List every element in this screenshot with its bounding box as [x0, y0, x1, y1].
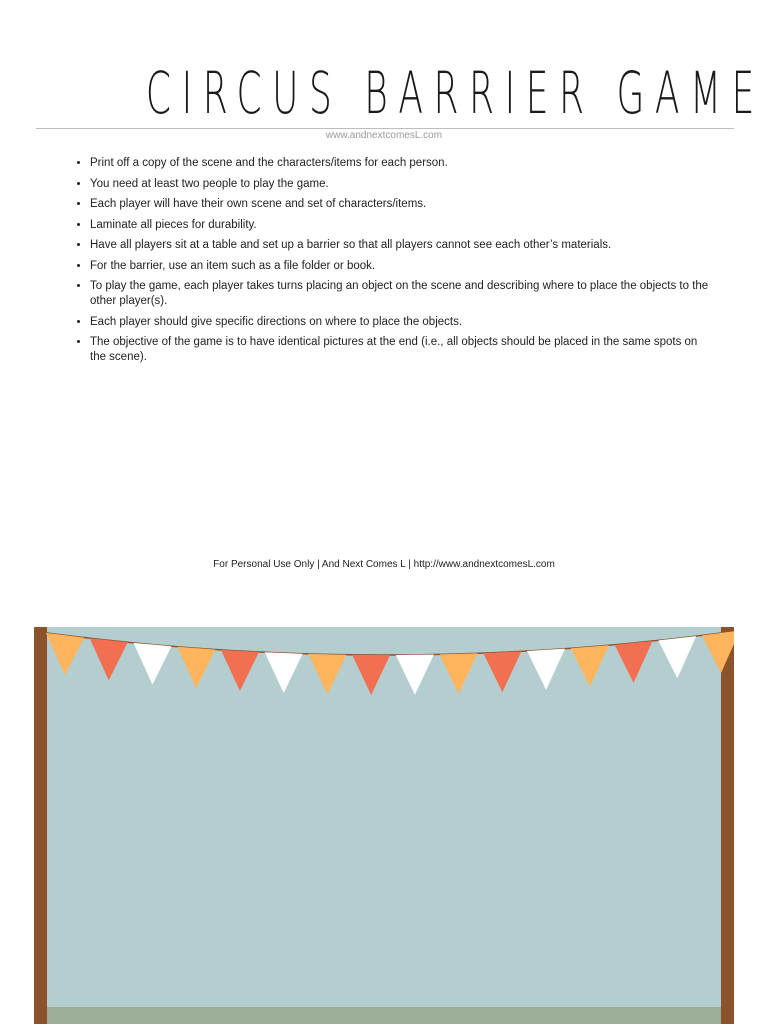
pennant-flag: [527, 649, 565, 690]
bunting-flags: [34, 627, 734, 707]
list-item: • The objective of the game is to have identical pictures at the end (i.e., all objects should be placed in the same spots on the scene).: [90, 335, 710, 365]
footer-text: For Personal Use Only | And Next Comes L | http://www.andnextcomesL.com: [213, 559, 555, 570]
pennant-flag: [90, 638, 128, 680]
instruction-list: [70, 156, 710, 371]
list-item: • Each player should give specific directions on where to place the objects.: [90, 315, 710, 330]
pennant-flag: [177, 647, 215, 688]
pennant-flag: [615, 641, 653, 683]
pennant-flag: [352, 655, 390, 695]
list-item: • You need at least two people to play the game.: [90, 177, 710, 192]
pennant-flag: [440, 653, 478, 694]
list-item: • To play the game, each player takes turns placing an object on the scene and describing where to place the objects to the other player(s).: [90, 279, 710, 309]
ground-strip: [34, 1007, 734, 1024]
pennant-flag: [221, 650, 259, 691]
list-item: • Print off a copy of the scene and the characters/items for each person.: [90, 156, 710, 171]
website-caption: www.andnextcomesL.com: [325, 130, 443, 141]
pennant-flag: [46, 633, 84, 675]
pennant-flag: [571, 645, 609, 687]
pennant-flag: [396, 655, 434, 695]
list-item: • Have all players sit at a table and set up a barrier so that all players cannot see each other’s materials.: [90, 238, 710, 253]
circus-scene: [34, 627, 734, 1024]
title-divider: [36, 128, 734, 129]
list-item: • Laminate all pieces for durability.: [90, 218, 710, 233]
pennant-flag: [308, 654, 346, 694]
page-title: CIRCUS BARRIER GAME: [145, 59, 765, 127]
pennant-flag: [265, 652, 303, 693]
pennant-flag: [133, 643, 171, 685]
pennant-flag: [483, 651, 521, 692]
pennant-flag: [658, 636, 696, 678]
pennant-flag: [702, 630, 734, 673]
list-item: • Each player will have their own scene and set of characters/items.: [90, 197, 710, 212]
list-item: • For the barrier, use an item such as a file folder or book.: [90, 259, 710, 274]
